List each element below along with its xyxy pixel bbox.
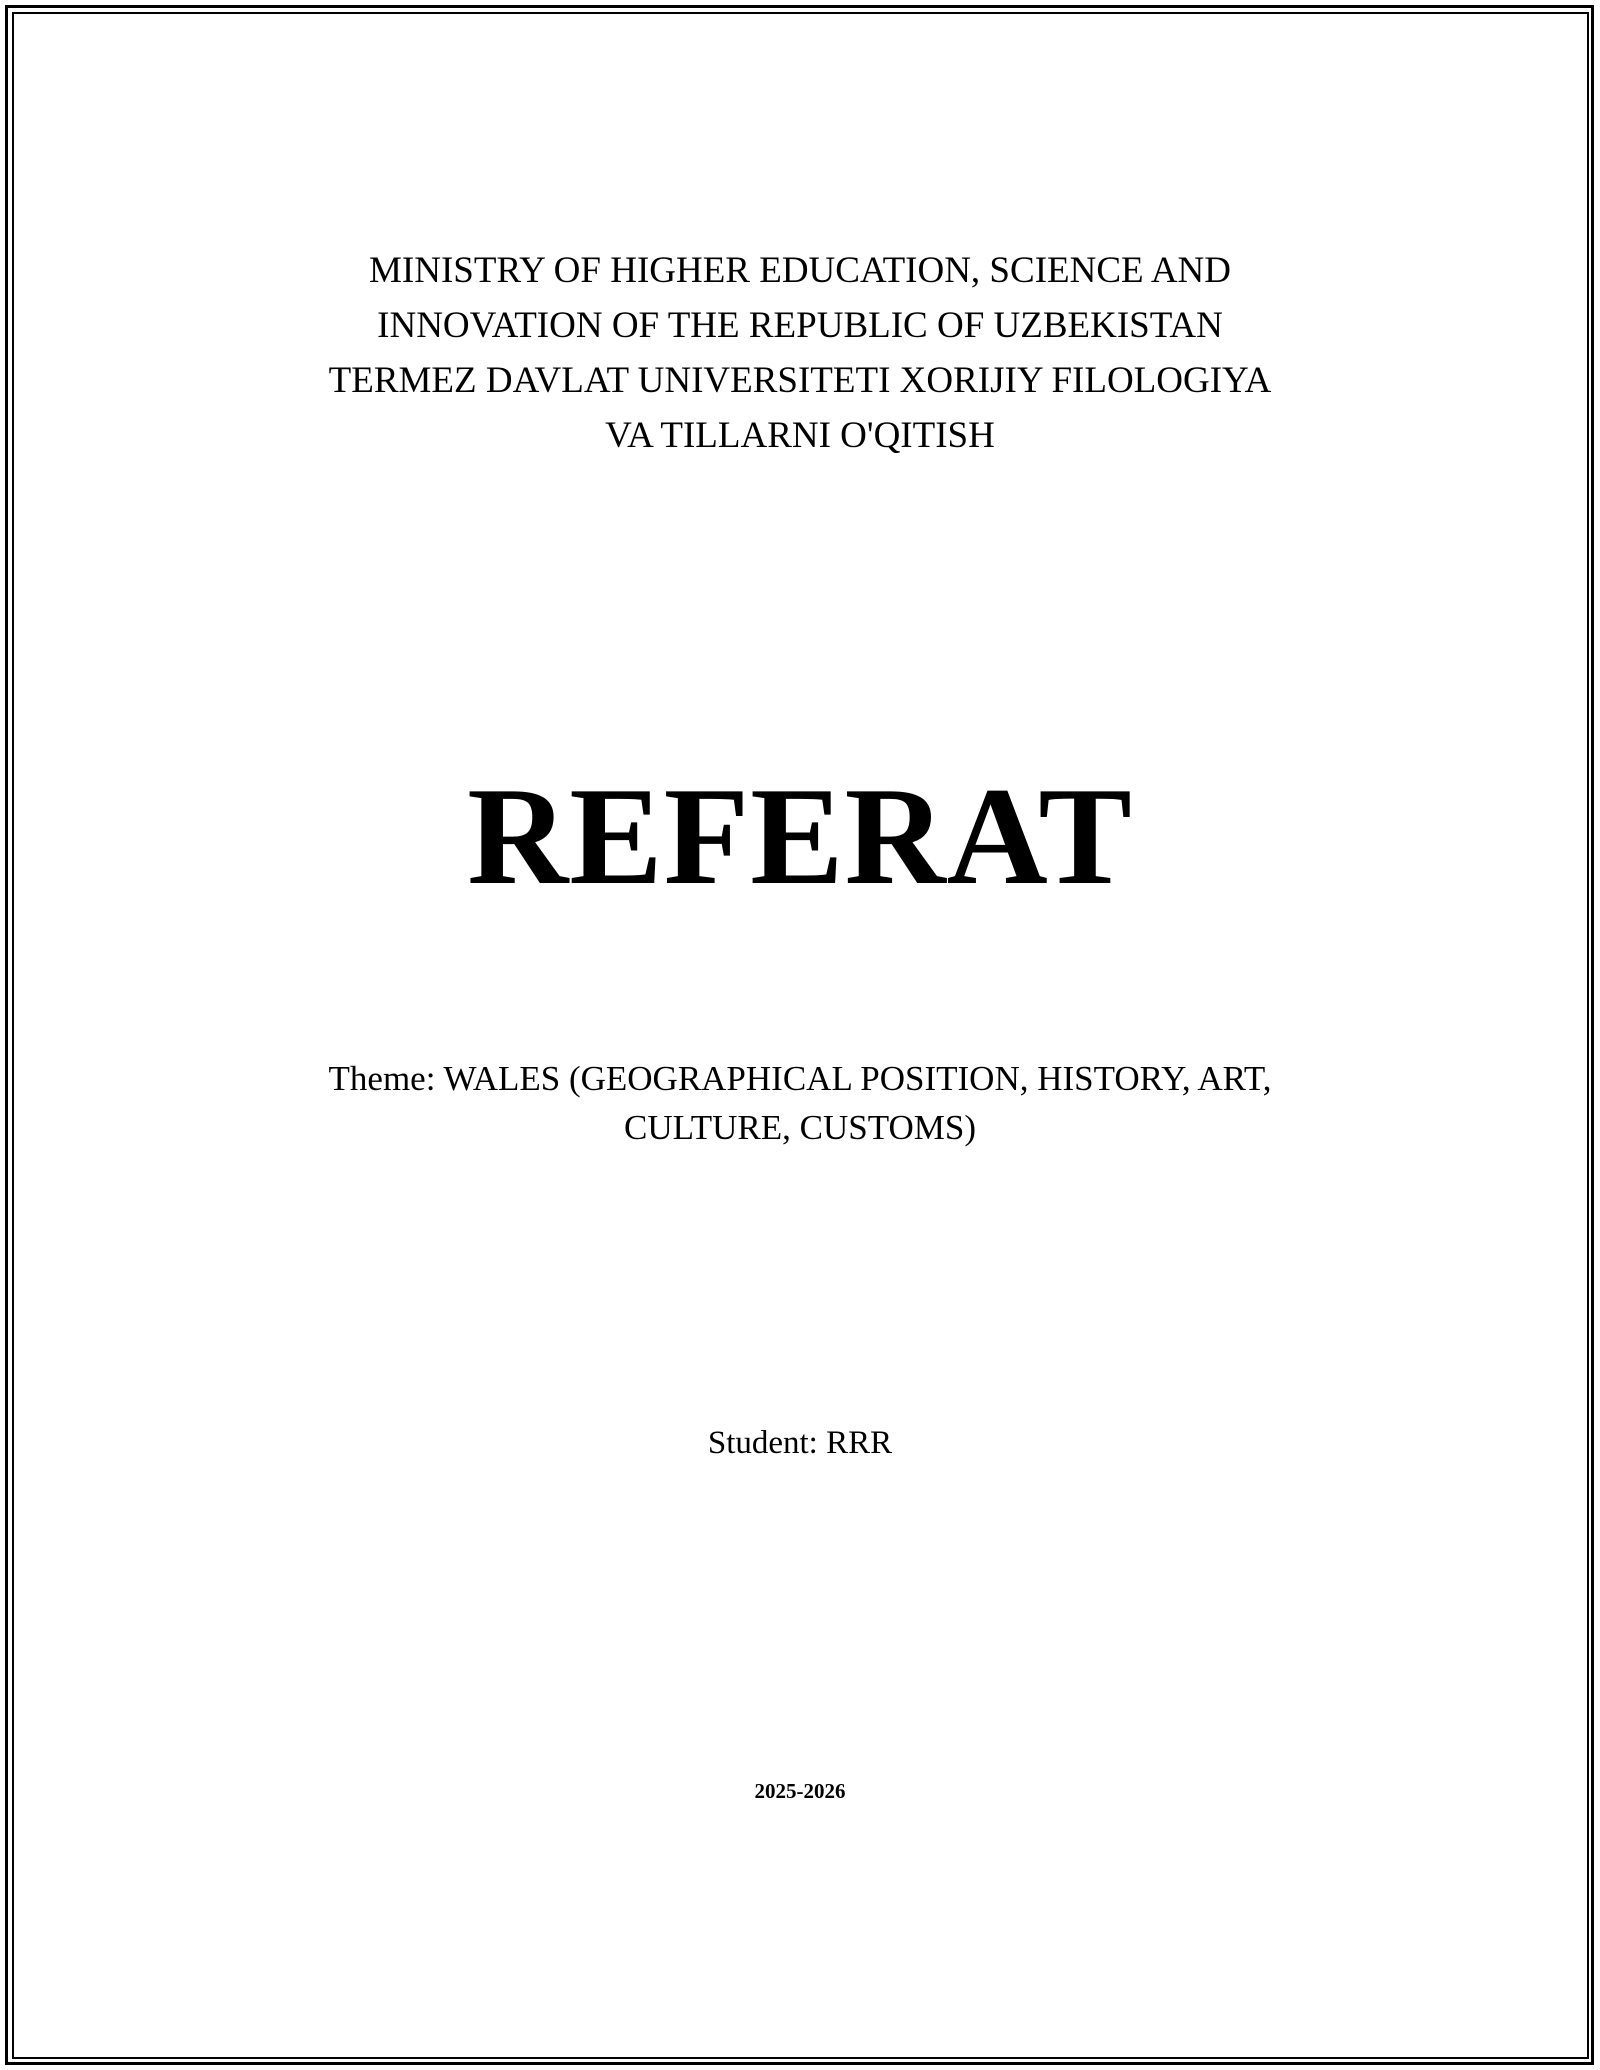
institution-line: VA TILLARNI O'QITISH — [605, 415, 995, 456]
institution-line: TERMEZ DAVLAT UNIVERSITETI XORIJIY FILOLOGIYA — [328, 360, 1272, 401]
institution-header — [0, 243, 1600, 463]
theme-text — [0, 1054, 1600, 1152]
institution-line: MINISTRY OF HIGHER EDUCATION, SCIENCE AND — [369, 250, 1231, 291]
academic-year: 2025-2026 — [754, 1779, 846, 1803]
theme-line: CULTURE, CUSTOMS) — [623, 1108, 977, 1147]
institution-line: INNOVATION OF THE REPUBLIC OF UZBEKISTAN — [377, 305, 1223, 346]
student-name: Student: RRR — [707, 1425, 893, 1461]
document-title: REFERAT — [467, 759, 1133, 914]
theme-line: Theme: WALES (GEOGRAPHICAL POSITION, HISTORY, ART, — [328, 1059, 1272, 1098]
